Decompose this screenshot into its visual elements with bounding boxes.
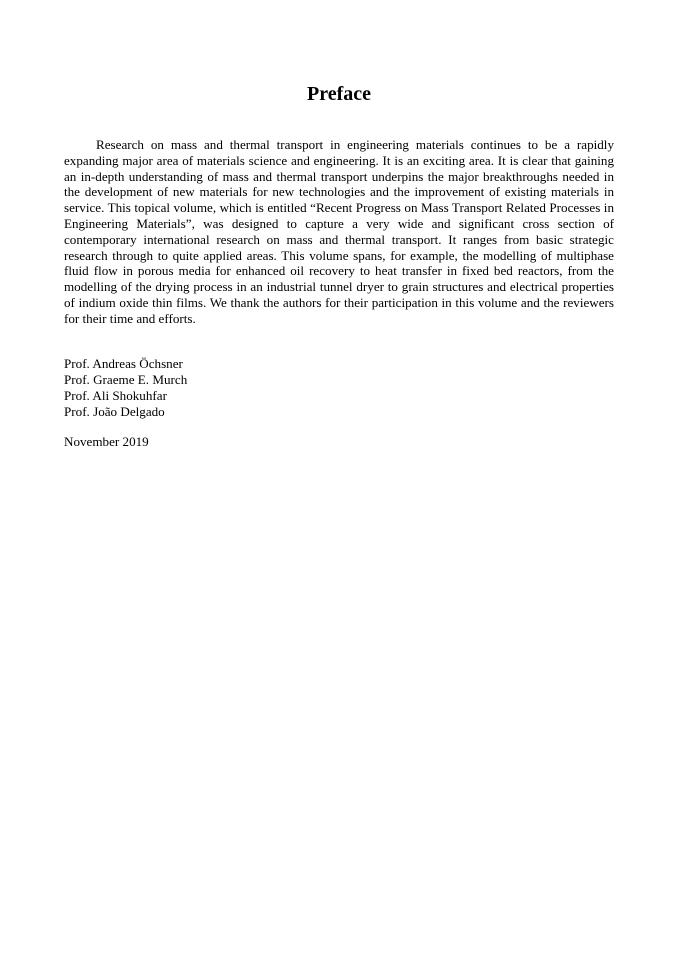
signatory-3: Prof. Ali Shokuhfar	[64, 388, 167, 403]
signatory-2: Prof. Graeme E. Murch	[64, 372, 188, 387]
signature-block	[64, 356, 187, 420]
preface-paragraph: Research on mass and thermal transport in engineering materials continues to be a rapidly expanding major area of materials science and engineering. It is an exciting area. It is clear that gaining an in-depth understanding of mass and thermal transport underpins the major breakthroughs needed in the development of new materials for new technologies and the improvement of existing materials in service. This topical volume, which is entitled “Recent Progress on Mass Transport Related Processes in Engineering Materials”, was designed to capture a very wide and significant cross section of contemporary international research on mass and thermal transport. It ranges from basic strategic research through to quite applied areas. This volume spans, for example, the modelling of multiphase fluid flow in porous media for enhanced oil recovery to heat transfer in fixed bed reactors, from the modelling of the drying process in an industrial tunnel dryer to grain structures and electrical properties of indium oxide thin films. We thank the authors for their participation in this volume and the reviewers for their time and efforts.	[64, 137, 614, 326]
page-title: Preface	[306, 83, 372, 105]
document-date: November 2019	[64, 434, 149, 449]
signatory-1: Prof. Andreas Öchsner	[64, 356, 183, 371]
signatory-4: Prof. João Delgado	[64, 404, 165, 419]
